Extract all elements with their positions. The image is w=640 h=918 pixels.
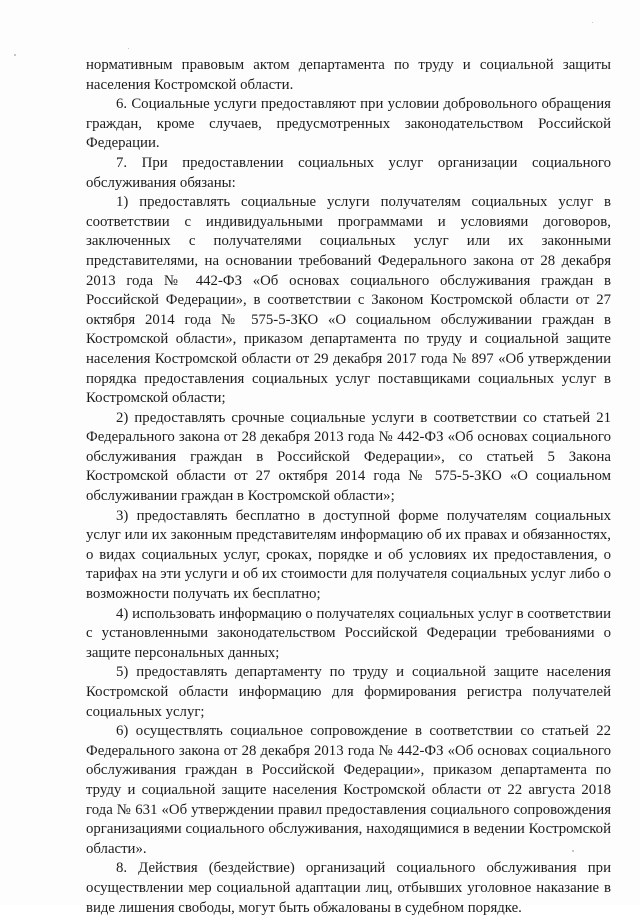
paragraph-item-8: 8. Действия (бездействие) организаций социального обслуживания при осуществлении мер социальной адаптации лиц, отбывших уголовное наказание в виде лишения свободы, могут быть обжалованы в судебном порядке. bbox=[86, 860, 611, 916]
subitem-4: 4) использовать информацию о получателях социальных услуг в соответствии с установленными законодательством Российской Федерации требованиями о защите персональных данных; bbox=[86, 605, 611, 661]
paragraph-item-7: 7. При предоставлении социальных услуг организации социального обслуживания обязаны: bbox=[86, 154, 611, 191]
paragraph-continuation: нормативным правовым актом департамента по труду и социальной защиты населения Костромской области. bbox=[86, 57, 611, 93]
paragraph-item-6: 6. Социальные услуги предоставляют при условии добровольного обращения граждан, кроме случаев, предусмотренных законодательством Российской Федерации. bbox=[86, 96, 611, 152]
scan-speck bbox=[14, 54, 16, 56]
scan-speck bbox=[128, 48, 129, 49]
subitem-3: 3) предоставлять бесплатно в доступной форме получателям социальных услуг или их законным представителям информацию об их правах и обязанностях, о видах социальных услуг, сроках, порядке и об условиях их предоставления, о тарифах на эти услуги и об их стоимости для получателя социальных услуг либо о возможности получать их бесплатно; bbox=[86, 507, 611, 603]
subitem-2: 2) предоставлять срочные социальные услуги в соответствии со статьей 21 Федерального закона от 28 декабря 2013 года № 442-ФЗ «Об основах социального обслуживания граждан в Российской Федерации», со статьей 5 Закона Костромской области от 27 октября 2014 года № 575-5-ЗКО «О социальном обслуживании граждан в Костромской области»; bbox=[86, 409, 611, 505]
subitem-1: 1) предоставлять социальные услуги получателям социальных услуг в соответствии с индивидуальными программами и условиями договоров, заключенных с получателями социальных услуг или их законными представителями, на основании требований Федерального закона от 28 декабря 2013 года № 442-ФЗ «Об основах социального обслуживания граждан в Российской Федерации», в соответствии с Законом Костромской области от 27 октября 2014 года № 575-5-ЗКО «О социальном обслуживании граждан в Костромской области», приказом департамента по труду и социальной защите населения Костромской области от 29 декабря 2017 года № 897 «Об утверждении порядка предоставления социальных услуг поставщиками социальных услуг в Костромской области; bbox=[86, 194, 611, 407]
scan-speck bbox=[592, 22, 593, 23]
subitem-5: 5) предоставлять департаменту по труду и социальной защите населения Костромской области информацию для формирования регистра получателей социальных услуг; bbox=[86, 664, 611, 720]
document-body bbox=[86, 56, 611, 918]
subitem-6: 6) осуществлять социальное сопровождение в соответствии со статьей 22 Федерального закона от 28 декабря 2013 года № 442-ФЗ «Об основах социального обслуживания граждан в Российской Федерации», приказом департамента по труду и социальной защите населения Костромской области от 22 августа 2018 года № 631 «Об утверждении правил предоставления социального сопровождения организациями социального обслуживания, находящимися в ведении Костромской области». bbox=[86, 723, 611, 857]
